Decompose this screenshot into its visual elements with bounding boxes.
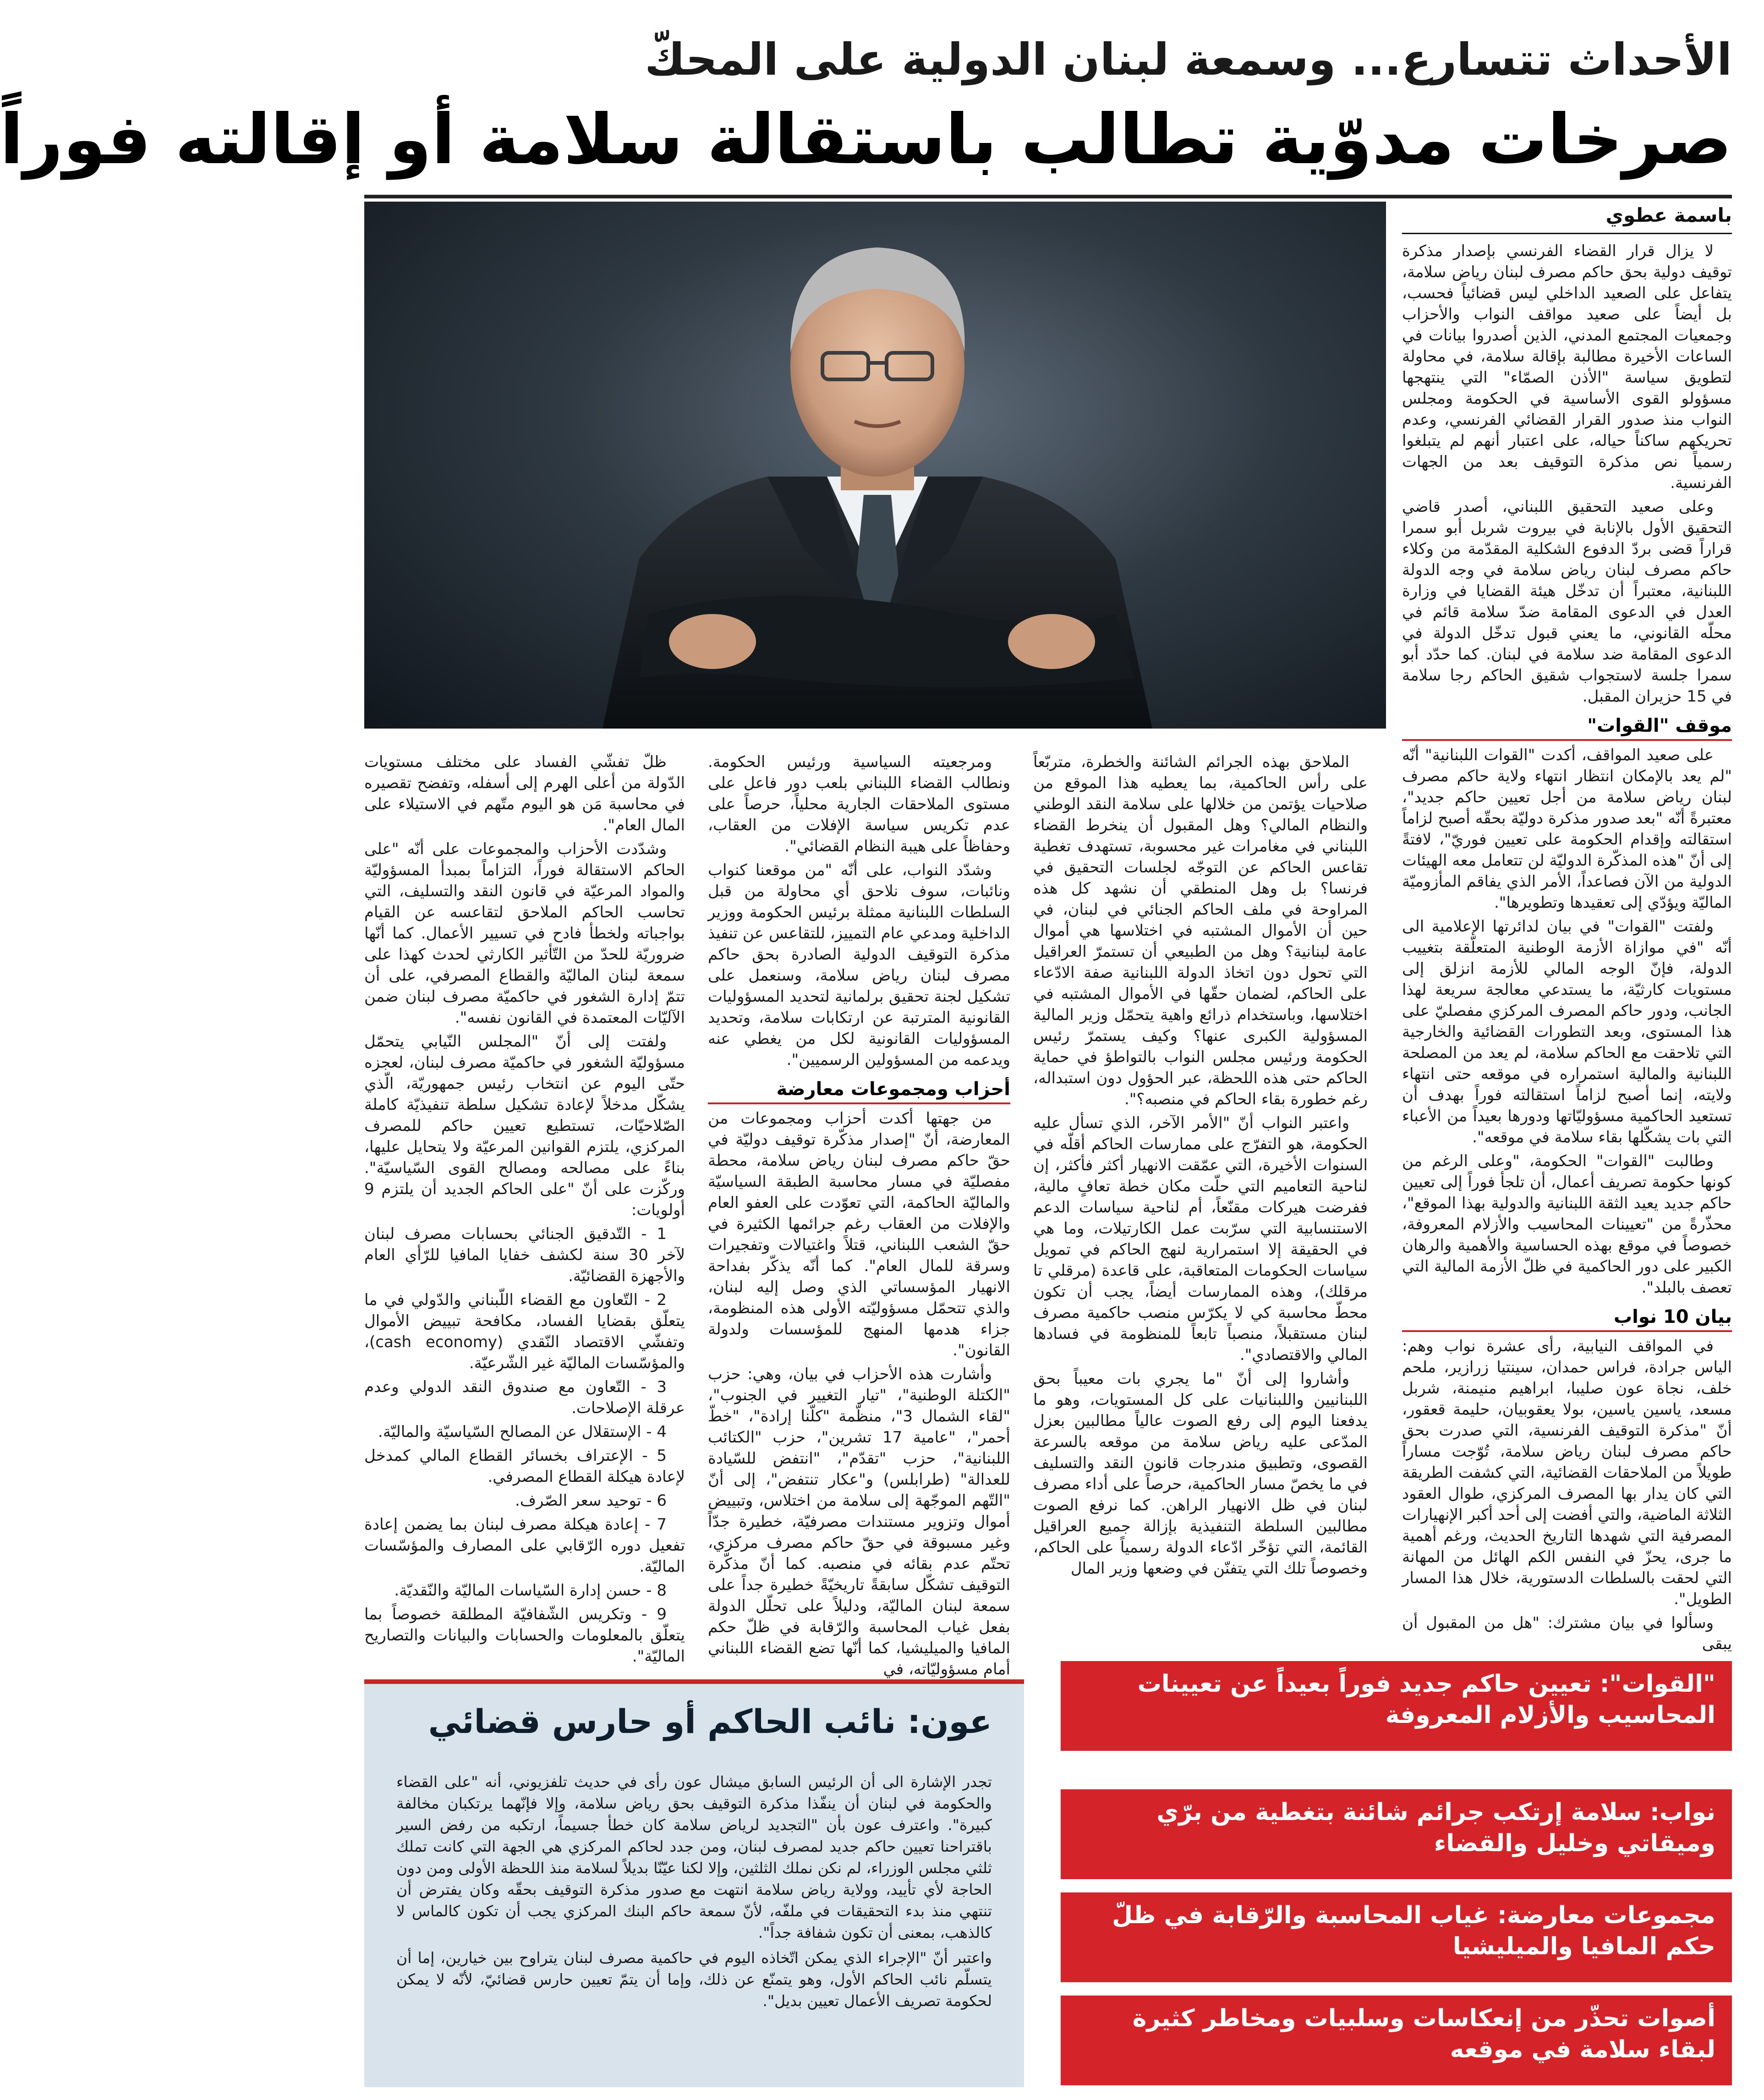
article-column-4 [364, 751, 685, 1668]
paragraph: وعلى صعيد التحقيق اللبناني، أصدر قاضي التحقيق الأول بالإنابة في بيروت شربل أبو سمرا قراراً قضى بردّ الدفوع الشكلية المقدّمة من وكلاء حاكم مصرف لبنان رياض سلامة في وجه الدولة اللبنانية، معتبراً أن تدخّل هيئة القضايا في وزارة العدل في الدعوى المقامة ضدّ سلامة قائم في محلّه القانوني، ما يعني قبول تدخّل الدولة في الدعوى المقامة ضد سلامة في لبنان. كما حدّد أبو سمرا جلسة لاستجواب شقيق الحاكم رجا سلامة في 15 حزيران المقبل. [1402, 498, 1732, 706]
list-item: 1 - التّدقيق الجنائي بحسابات مصرف لبنان لآخر 30 سنة لكشف خفايا المافيا للرّأي العام والأجهزة القضائيّة. [364, 1225, 685, 1285]
paragraph: على صعيد المواقف، أكدت "القوات اللبنانية" أنّه "لم يعد بالإمكان انتظار انتهاء ولاية حاكم مصرف لبنان رياض سلامة من أجل تعيين حاكم جديد"، معتبرةً أنّه "بعد صدور مذكرة دوليّة بحقّه أصبح لزاماً استقالته وإقدام الحكومة على تعيين فوريّ"، لافتةً إلى أنّ "هذه المذكّرة الدوليّة لن تتعامل معه الهيئات الدولية من الآن فصاعداً، الأمر الذي يفاقم المأزوميّة الماليّة ويؤدّي إلى تعقيدها وتطويرها". [1402, 746, 1732, 912]
portrait-photo [364, 202, 1386, 729]
list-item: 3 - التّعاون مع صندوق النقد الدولي وعدم عرقلة الإصلاحات. [364, 1378, 685, 1417]
kicker-headline: الأحداث تتسارع... وسمعة لبنان الدولية على المحكّ [645, 34, 1732, 85]
paragraph: لا يزال قرار القضاء الفرنسي بإصدار مذكرة توقيف دولية بحق حاكم مصرف لبنان رياض سلامة، يتفاعل على الصعيد الداخلي ليس قضائياً فحسب، بل أيضاً على صعيد مواقف النواب والأحزاب وجمعيات المجتمع المدني، الذين أصدروا بيانات في الساعات الأخيرة مطالبة بإقالة سلامة، في محاولة لتطويق سياسة "الأذن الصمّاء" التي ينتهجها مسؤولو القوى الأساسية في الحكومة ومجلس النواب منذ صدور القرار القضائي الفرنسي، وعدم تحريكهم ساكناً حياله، على اعتبار أنهم لم يتبلغوا رسمياً نص مذكرة التوقيف بعد من الجهات الفرنسية. [1402, 242, 1732, 492]
subheading-opposition: أحزاب ومجموعات معارضة [708, 1078, 1010, 1104]
pull-quote: نواب: سلامة إرتكب جرائم شائنة بتغطية من برّي وميقاتي وخليل والقضاء [1061, 1789, 1732, 1879]
list-item: 9 - وتكريس الشّفافيّة المطلقة خصوصاً بما يتعلّق بالمعلومات والحسابات والبيانات والتصاريح الماليّة". [364, 1605, 685, 1666]
list-item: 4 - الإستقلال عن المصالح السّياسيّة والماليّة. [378, 1423, 667, 1441]
paragraph: وشدّد النواب، على أنّه "من موقعنا كنواب ونائبات، سوف نلاحق أي محاولة من قبل السلطات اللبنانية ممثلة برئيس الحكومة ووزير الداخلية ومدعي عام التمييز، للتقاعس عن تنفيذ مذكرة التوقيف الدولية الصادرة بحق حاكم مصرف لبنان رياض سلامة، وسنعمل على تشكيل لجنة تحقيق برلمانية لتحديد المسؤوليات القانونية المترتبة عن ارتكابات سلامة، وتحديد المسؤوليات القانونية لكل من يغطي عنه ويدعمه من المسؤولين الرسميين". [708, 861, 1010, 1069]
list-item: 2 - التّعاون مع القضاء اللّبناني والدّولي في ما يتعلّق بقضايا الفساد، مكافحة تبييض الأموال وتفشّي الاقتصاد النّقدي (cash economy)، والمؤسّسات الماليّة غير الشّرعيّة. [364, 1291, 685, 1372]
paragraph: ولفتت إلى أنّ "المجلس النّيابي يتحمّل مسؤوليّة الشغور في حاكميّة مصرف لبنان، لعجزه حتّى اليوم عن انتخاب رئيس جمهوريّة، الّذي يشكّل مدخلاً لإعادة تشكيل سلطة تنفيذيّة كاملة الصّلاحيّات، تستطيع تعيين حاكم للمصرف المركزي، يلتزم القوانين المرعيّة ولا يتحايل عليها، بناءً على مصالحه ومصالح القوى السّياسيّة". وركّزت على أنّ "على الحاكم الجديد أن يلتزم 9 أولويات: [364, 1032, 685, 1219]
paragraph: ظلّ تفشّي الفساد على مختلف مستويات الدّولة من أعلى الهرم إلى أسفله، وتفضح تقصيره في محاسبة مَن هو اليوم متّهم في الاستيلاء على المال العام". [364, 753, 685, 834]
subheading-mps: بيان 10 نواب [1402, 1305, 1732, 1332]
byline-rule [1402, 233, 1732, 234]
pull-quote: أصوات تحذّر من إنعكاسات وسلبيات ومخاطر كثيرة لبقاء سلامة في موقعه [1061, 1996, 1732, 2085]
byline-author: باسمة عطوي [1605, 204, 1732, 226]
paragraph: تجدر الإشارة الى أن الرئيس السابق ميشال عون رأى في حديث تلفزيوني، أنه "على القضاء والحكومة في لبنان أن ينفّذا مذكرة التوقيف بحق رياض سلامة، وإلا فإنّهما يرتكبان مخالفة كبيرة". واعترف عون بأن "التجديد لرياض سلامة كان خطأ جسيماً، ارتكبه من رفض السير باقتراحنا تعيين حاكم جديد لمصرف لبنان، ومن جدد لحاكم المركزي هي الجهة التي كانت تملك ثلثي مجلس الوزراء، لم نكن نملك الثلثين، وإلا لكنا عيّنّا بديلاً لسلامة منذ اللحظة الأولى ومن دون الحاجة لأي تأييد، وولاية رياض سلامة انتهت مع صدور مذكرة التوقيف بحقّه وكان يفترض أن تنتهي منذ بدء التحقيقات في ملفّه، لأنّ سمعة حاكم البنك المركزي يجب أن تكون كالماس لا كالذهب، بمعنى أن تكون شفافة جداً". [396, 1773, 992, 1941]
paragraph: وأشاروا إلى أنّ "ما يجري بات معيباً بحق اللبنانيين واللبنانيات على كل المستويات، وهو ما يدفعنا اليوم إلى رفع الصوت عالياً مطالبين بعزل المدّعى عليه رياض سلامة من موقعه بالسرعة القصوى، وتطبيق مندرجات قانون النقد والتسليف في ما يخصّ مسار الحاكمية، حرصاً على أداء مصرف لبنان في ظل الانهيار الراهن. كما نرفع الصوت مطالبين السلطة التنفيذية بإزالة جميع العراقيل القائمة، التي تؤخّر ادّعاء الدولة رسمياً على الحاكم، وخصوصاً تلك التي يتفنّن في وضعها وزير المال [1033, 1370, 1368, 1578]
header-rule [364, 195, 1732, 198]
pull-quote: "القوات": تعيين حاكم جديد فوراً بعيداً عن تعيينات المحاسيب والأزلام المعروفة [1061, 1661, 1732, 1751]
paragraph: ومرجعيته السياسية ورئيس الحكومة. ونطالب القضاء اللبناني بلعب دور فاعل على مستوى الملاحقات الجارية محلياً، حرصاً على عدم تكريس سياسة الإفلات من العقاب، وحفاظاً على هيبة النظام القضائي". [708, 753, 1010, 855]
paragraph: من جهتها أكدت أحزاب ومجموعات من المعارضة، أنّ "إصدار مذكّرة توقيف دوليّة في حقّ حاكم مصرف لبنان رياض سلامة، محطة مفصليّة في مسار محاسبة الطبقة السياسيّة والماليّة الحاكمة، التي تعوّدت على العفو العام والإفلات من العقاب رغم جرائمها الكثيرة في حقّ الشعب اللبناني، قتلاً واغتيالات وتفجيرات وسرقة للمال العام". كما أنّه يذكّر بفداحة الانهيار المؤسساتي الذي وصل إليه لبنان، والذي تتحمّل مسؤوليّته الأولى هذه المنظومة، جزاء هدمها المنهج للمؤسسات ولدولة القانون". [708, 1109, 1010, 1360]
paragraph: واعتبر أنّ "الإجراء الذي يمكن اتّخاذه اليوم في حاكمية مصرف لبنان يتراوح بين خيارين، إما أن يتسلّم نائب الحاكم الأول، وهو يتمنّع عن ذلك، وإما أن يتمّ تعيين حارس قضائيّ، لأنّه لا يمكن لحكومة تصريف الأعمال تعيين بديل". [396, 1949, 992, 2010]
list-item: 8 - حسن إدارة السّياسات الماليّة والنّقديّة. [394, 1581, 667, 1600]
list-item: 5 - الإعتراف بخسائر القطاع المالي كمدخل لإعادة هيكلة القطاع المصرفي. [364, 1447, 685, 1486]
article-column-2 [1033, 751, 1368, 1668]
portrait-illustration [364, 202, 1386, 729]
main-headline: صرخات مدوّية تطالب باستقالة سلامة أو إقالته فوراً [0, 100, 1732, 180]
subheading-lf: موقف "القوات" [1402, 714, 1732, 741]
sidebar-body [396, 1771, 992, 2073]
paragraph: الملاحق بهذه الجرائم الشائنة والخطرة، متربّعاً على رأس الحاكمية، بما يعطيه هذا الموقع من صلاحيات يؤتمن من خلالها على سلامة النقد الوطني والنظام المالي؟ وهل المقبول أن ينخرط القضاء اللبناني في مغامرات غير محسوبة، تستهدف تغطية تقاعس الحاكم عن التوجّه لجلسات التحقيق في فرنسا؟ بل وهل المنطقي أن نشهد كل هذه المراوحة في ملف الحاكم الجنائي في لبنان، في حين أن الأموال المشتبه في اختلاسها هي أموال عامة لبنانية؟ وهل من الطبيعي أن تستمرّ العراقيل التي تحول دون اتخاذ الدولة اللبنانية صفة الادّعاء على الحاكم، لضمان حقّها في الأموال المشتبه في اختلاسها، وباستخدام ذرائع واهية يتحمّل وزير المالية المسؤولية الكبرى عنها؟ وكيف يستمرّ رئيس الحكومة ورئيس مجلس النواب بالتواطؤ في حماية الحاكم حتى هذه اللحظة، عبر الحؤول دون استبداله، رغم خطورة بقاء الحاكم في منصبه؟". [1033, 753, 1368, 1108]
paragraph: وسألوا في بيان مشترك: "هل من المقبول أن يبقى [1402, 1614, 1732, 1653]
paragraph: ولفتت "القوات" في بيان لدائرتها الإعلامية الى أنّه "في موازاة الأزمة الوطنية المتعلّقة بتغييب الدولة، فإنّ الوجه المالي للأزمة انزلق إلى مستويات كارثيّة، ما يستدعي معالجة سريعة لهذا الجانب، ودور حاكم المصرف المركزي مفصليّ على هذا المستوى، وبعد التطورات القضائية والخارجية التي تلاحقت مع الحاكم سلامة، لم يعد من المصلحة اللبنانية والمالية استمراره في موقعه حتى انتهاء ولايته، إنما أصبح لزاماً استقالته فوراً بهدف أن تستعيد الحاكمية مسؤوليّاتها ودورها بعيداً من الأعباء التي بات يشكّلها بقاء سلامة في موقعه". [1402, 917, 1732, 1146]
paragraph: وطالبت "القوات" الحكومة، "وعلى الرغم من كونها حكومة تصريف أعمال، أن تلجأ فوراً إلى تعيين حاكم جديد يعيد الثقة اللبنانية والدولية بهذا الموقع"، محذّرةً من "تعيينات المحاسيب والأزلام المعروفة، خصوصاً في موقع بهذه الحساسية والأهمية والرهان الكبير على دور الحاكمية في ظلّ الأزمة المالية التي تعصف بالبلد". [1402, 1152, 1732, 1297]
article-column-3 [708, 751, 1010, 1678]
pull-quote: مجموعات معارضة: غياب المحاسبة والرّقابة في ظلّ حكم المافيا والميليشيا [1061, 1892, 1732, 1982]
paragraph: وأشارت هذه الأحزاب في بيان، وهي: حزب "الكتلة الوطنية"، "تيار التغيير في الجنوب"، "لقاء الشمال 3"، منظّمة "كلّنا إرادة"، "خطّ أحمر"، "عامية 17 تشرين"، حزب "الكتائب اللبنانية"، حزب "تقدّم"، "انتفض للسّيادة للعدالة" (طرابلس) و"عكار تنتفض"، إلى أنّ "التّهم الموجّهة إلى سلامة من اختلاس، وتبييض أموال وتزوير مستندات مصرفيّة، خطيرة جدّاً وغير مسبوقة في حقّ حاكم مصرف مركزي، تحتّم عدم بقائه في منصبه. كما أنّ مذكّرة التوقيف تشكّل سابقةً تاريخيّةً خطيرة جداً على سمعة لبنان الماليّة، ودليلاً على تحلّل الدولة بفعل غياب المحاسبة والرّقابة في ظلّ حكم المافيا والميليشيا، كما أنّها تضع القضاء اللبناني أمام مسؤوليّاته، في [708, 1365, 1010, 1678]
article-column-1 [1402, 241, 1732, 1653]
paragraph: في المواقف النيابية، رأى عشرة نواب وهم: الياس جرادة، فراس حمدان، سينتيا زرازير، ملحم خلف، نجاة عون صليبا، ابراهيم منيمنة، شربل مسعد، ياسين ياسين، بولا يعقوبيان، حليمة قعقور، أنّ "مذكرة التوقيف الفرنسية، التي صدرت بحق حاكم مصرف لبنان رياض سلامة، تُوّجت مساراً طويلاً من الملاحقات القضائية، التي كشفت الطريقة التي كان يدار بها المصرف المركزي، طوال العقود الثلاثة الماضية، والتي أفضت إلى أحد أكبر الإنهيارات المصرفية التي شهدها التاريخ الحديث، ورغم أهمية ما جرى، يحزّ في النفس الكم الهائل من المهانة التي لحقت بالسلطات الدستورية، خلال هذا المسار الطويل". [1402, 1337, 1732, 1608]
sidebar-title: عون: نائب الحاكم أو حارس قضائي [428, 1702, 992, 1741]
sidebar-box [364, 1679, 1024, 2087]
list-item: 7 - إعادة هيكلة مصرف لبنان بما يضمن إعادة تفعيل دوره الرّقابي على المصارف والمؤسّسات الماليّة. [364, 1515, 685, 1576]
list-item: 6 - توحيد سعر الصّرف. [515, 1491, 667, 1510]
paragraph: وشدّدت الأحزاب والمجموعات على أنّه "على الحاكم الاستقالة فوراً، التزاماً بمبدأ المسؤوليّة والمواد المرعيّة في قانون النقد والتسليف، التي تحاسب الحاكم الملاحق لتقاعسه عن القيام بواجباته ولخطأ فادح في تسيير الأعمال. كما أنّها ضروريّة للحدّ من التّأثير الكارثي لحدث كهذا على سمعة لبنان الماليّة والقطاع المصرفي، على أن تتمّ إدارة الشغور في حاكميّة مصرف لبنان ضمن الآليّات المعتمدة في القانون نفسه". [364, 840, 685, 1027]
paragraph: واعتبر النواب أنّ "الأمر الآخر، الذي تسأل عليه الحكومة، هو التفرّج على ممارسات الحاكم أقلّه في السنوات الأخيرة، التي عمّقت الانهيار أكثر فأكثر، إن لناحية التعاميم التي حلّت مكان خطة تعافٍ مالية، ففرضت هيركات مقنّعاً، أم لناحية سياسات الدعم الاستنسابية التي سرّبت عمل الكارتيلات، وما هي في الحقيقة إلا استمرارية لنهج الحاكم في تمويل سياسات الحكومات المتعاقبة، على قاعدة (مرقلي تا مرقلك)، وهذه الممارسات أيضاً، يجب أن تكون محطّ محاسبة كي لا يكرّس منصب حاكمية مصرف لبنان مستقبلاً، منصباً تابعاً للمنظومة في فسادها المالي والاقتصادي". [1033, 1114, 1368, 1364]
